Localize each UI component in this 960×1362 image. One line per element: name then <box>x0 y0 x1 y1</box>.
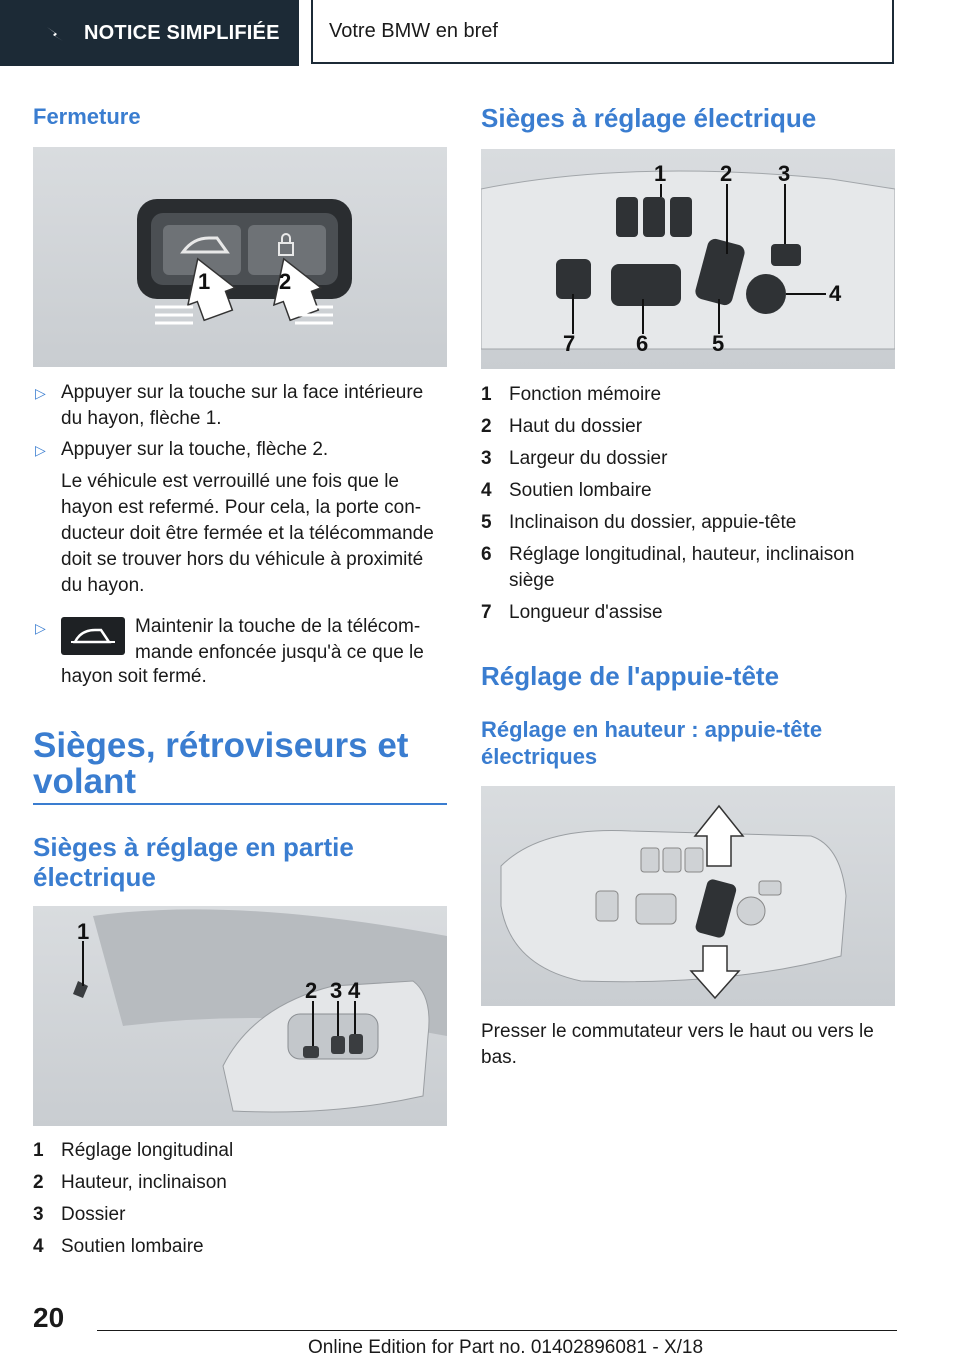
list-item-number: 1 <box>33 1140 44 1161</box>
list-item-text: Réglage longitudinal <box>61 1140 234 1161</box>
list-item-text: Inclinaison du dossier, appuie-tête <box>509 512 797 533</box>
chapter-title-line-2: volant <box>33 762 137 801</box>
list-item-text: Largeur du dossier <box>509 448 668 469</box>
footer-edition: Online Edition for Part no. 01402896081 - X/18 <box>308 1337 704 1358</box>
step-2: Appuyer sur la touche, flèche 2. <box>61 439 329 460</box>
footer-rule <box>97 1330 897 1331</box>
step-arrow-icon: ▷ <box>35 385 46 401</box>
header-tab-label: NOTICE SIMPLIFIÉE <box>84 21 280 44</box>
header-tab[interactable] <box>0 0 299 66</box>
step-3-line-3: hayon soit fermé. <box>61 666 207 687</box>
list-item-text: Soutien lombaire <box>509 480 652 501</box>
step-2-note-line: ducteur doit être fermée et la télécommande <box>61 523 434 544</box>
list-item-text: Haut du dossier <box>509 416 643 437</box>
list-item-number: 2 <box>481 416 492 437</box>
figure-headrest-switch <box>481 786 895 1006</box>
fig1-label-1: 1 <box>198 269 211 294</box>
fig3-label-7: 7 <box>563 331 576 356</box>
list-item-number: 2 <box>33 1172 44 1193</box>
list-item-number: 6 <box>481 544 492 565</box>
list-item-number: 4 <box>33 1236 44 1257</box>
fermeture-title: Fermeture <box>33 104 141 129</box>
step-2-note-line: doit se trouver hors du véhicule à proximité <box>61 549 424 570</box>
fig3-label-6: 6 <box>636 331 649 356</box>
fig3-label-5: 5 <box>712 331 725 356</box>
page-number: 20 <box>33 1302 65 1333</box>
header-section <box>311 0 894 64</box>
headrest-text-line-1: Presser le commutateur vers le haut ou vers le <box>481 1021 874 1042</box>
list-item-number: 1 <box>481 384 492 405</box>
list-item-text: Fonction mémoire <box>509 384 662 405</box>
list-item-text: Longueur d'assise <box>509 602 663 623</box>
step-2-note-line: hayon est refermé. Pour cela, la porte con‐ <box>61 497 422 518</box>
list-item-text: Soutien lombaire <box>61 1236 204 1257</box>
step-2-note-line: du hayon. <box>61 575 145 596</box>
headrest-sub-line-1: Réglage en hauteur : appuie-tête <box>481 717 823 742</box>
list-item-text-cont: siège <box>509 570 555 591</box>
list-item-text: Réglage longitudinal, hauteur, inclinaison <box>509 544 855 565</box>
fig2-label-3: 3 <box>330 978 343 1003</box>
step-2-note-line: Le véhicule est verrouillé une fois que le <box>61 471 399 492</box>
electric-title: Sièges à réglage électrique <box>481 103 817 133</box>
list-item-text: Hauteur, inclinaison <box>61 1172 227 1193</box>
fig2-label-4: 4 <box>348 978 361 1003</box>
fig2-label-1: 1 <box>77 919 90 944</box>
headrest-sub-line-2: électriques <box>481 744 598 769</box>
list-item-number: 4 <box>481 480 492 501</box>
headrest-title: Réglage de l'appuie-tête <box>481 661 780 691</box>
step-3-line-1: Maintenir la touche de la télécom‐ <box>135 616 421 637</box>
headrest-text-line-2: bas. <box>481 1047 517 1068</box>
list-item-number: 3 <box>33 1204 44 1225</box>
step-arrow-icon: ▷ <box>35 442 46 458</box>
fig3-label-3: 3 <box>778 161 791 186</box>
step-3-line-2: mande enfoncée jusqu'à ce que le <box>135 642 424 663</box>
list-item-number: 3 <box>481 448 492 469</box>
step-1-line-1: Appuyer sur la touche sur la face intérieure <box>61 382 424 403</box>
partial-title-line-2: électrique <box>33 862 156 892</box>
partial-title-line-1: Sièges à réglage en partie <box>33 832 354 862</box>
figure-tailgate-buttons <box>33 147 447 367</box>
header-section-label: Votre BMW en bref <box>329 19 498 42</box>
list-item-number: 5 <box>481 512 492 533</box>
lightning-icon <box>44 22 66 44</box>
chapter-rule <box>33 803 447 805</box>
fig3-label-2: 2 <box>720 161 733 186</box>
list-item-number: 7 <box>481 602 492 623</box>
figure-electric-seat-controls <box>481 149 895 369</box>
step-arrow-icon: ▷ <box>35 620 46 636</box>
figure-partial-electric-seat <box>33 906 447 1126</box>
fig2-label-2: 2 <box>305 978 318 1003</box>
remote-tailgate-icon <box>61 617 125 655</box>
fig3-label-1: 1 <box>654 161 667 186</box>
step-1-line-2: du hayon, flèche 1. <box>61 408 222 429</box>
fig3-label-4: 4 <box>829 281 842 306</box>
chapter-title-line-1: Sièges, rétroviseurs et <box>33 726 409 765</box>
fig1-label-2: 2 <box>279 269 292 294</box>
list-item-text: Dossier <box>61 1204 126 1225</box>
